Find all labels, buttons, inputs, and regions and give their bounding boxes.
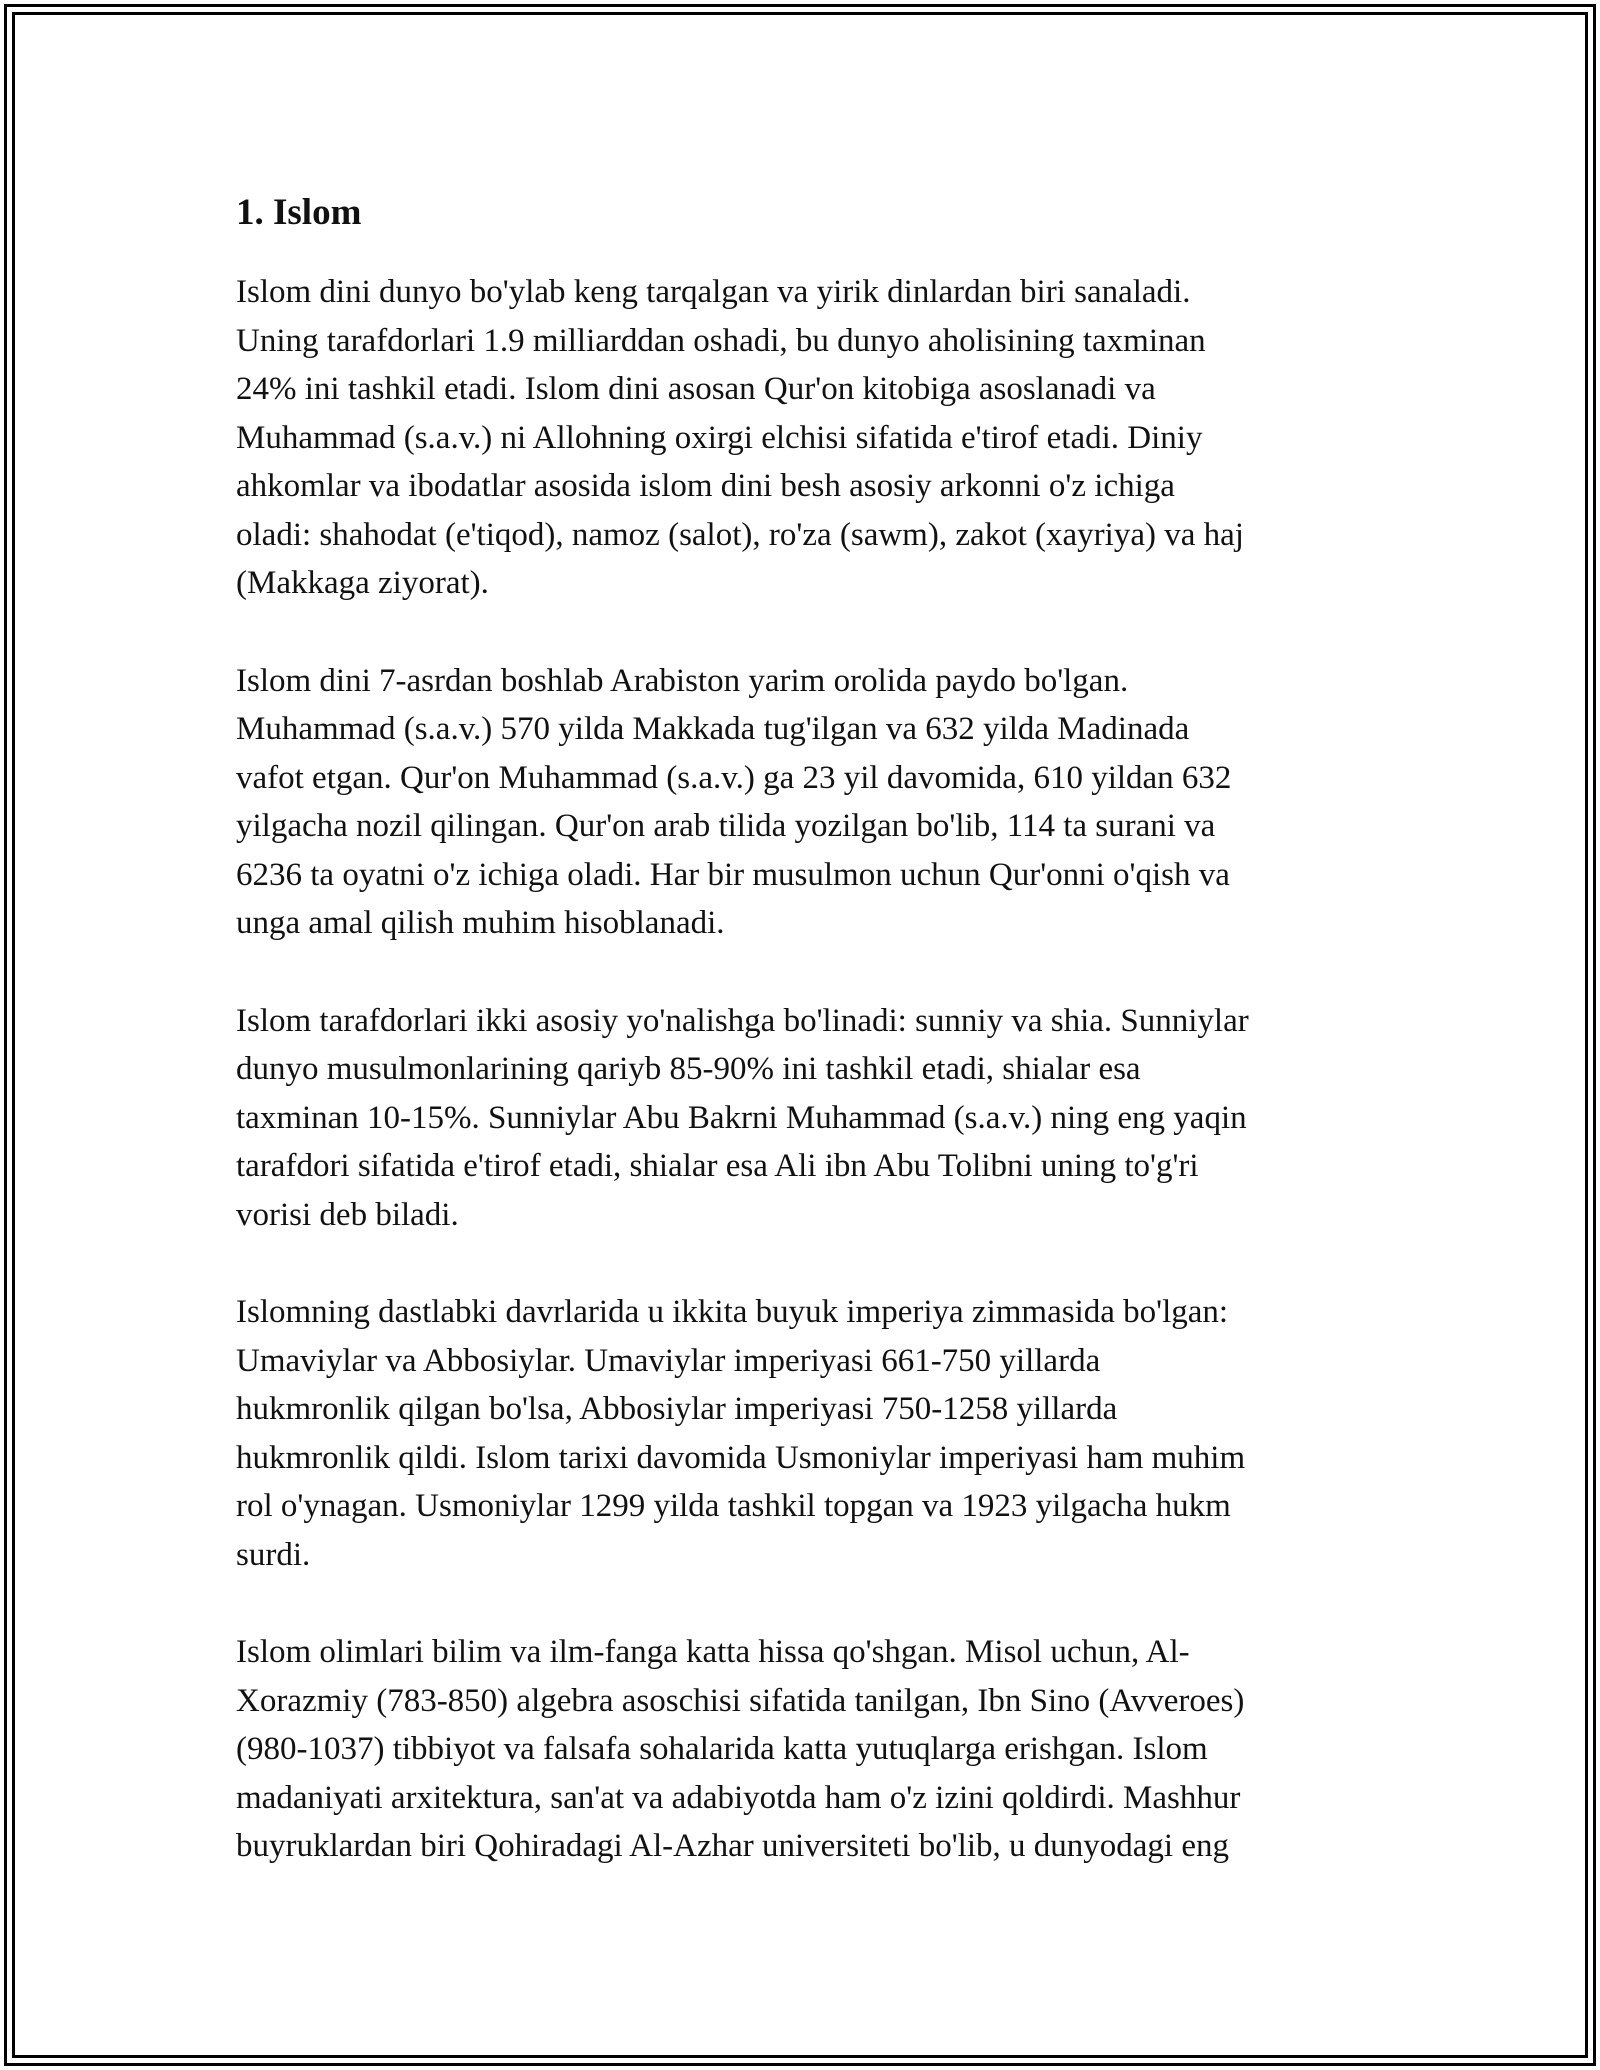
text-line: Islom dini 7-asrdan boshlab Arabiston yarim orolida paydo bo'lgan. (236, 662, 1129, 699)
text-line: Muhammad (s.a.v.) 570 yilda Makkada tug'ilgan va 632 yilda Madinada (236, 711, 1190, 747)
text-line: Islom dini dunyo bo'ylab keng tarqalgan va yirik dinlardan biri sanaladi. (236, 274, 1191, 310)
text-line: (980-1037) tibbiyot va falsafa sohalarida katta yutuqlarga erishgan. Islom (236, 1731, 1208, 1767)
text-line: Islomning dastlabki davrlarida u ikkita buyuk imperiya zimmasida bo'lgan: (236, 1294, 1229, 1330)
section-heading: 1. Islom (236, 192, 362, 233)
document-body (236, 186, 1376, 1920)
text-line: hukmronlik qilgan bo'lsa, Abbosiylar imperiyasi 750-1258 yillarda (236, 1391, 1118, 1427)
text-line: 6236 ta oyatni o'z ichiga oladi. Har bir musulmon uchun Qur'onni o'qish va (236, 856, 1230, 893)
text-line: Islom olimlari bilim va ilm-fanga katta hissa qo'shgan. Misol uchun, Al- (236, 1634, 1190, 1670)
text-line: yilgacha nozil qilingan. Qur'on arab tilida yozilgan bo'lib, 114 ta surani va (236, 808, 1216, 844)
text-line: rol o'ynagan. Usmoniylar 1299 yilda tashkil topgan va 1923 yilgacha hukm (236, 1488, 1231, 1524)
paragraph-1 (236, 268, 1376, 608)
text-line: Islom tarafdorlari ikki asosiy yo'nalishga bo'linadi: sunniy va shia. Sunniylar (236, 1002, 1249, 1039)
text-line: Umaviylar va Abbosiylar. Umaviylar imperiyasi 661-750 yillarda (236, 1342, 1101, 1379)
text-line: 24% ini tashkil etadi. Islom dini asosan Qur'on kitobiga asoslanadi va (236, 371, 1156, 407)
paragraph-3 (236, 997, 1376, 1240)
text-line: taxminan 10-15%. Sunniylar Abu Bakrni Muhammad (s.a.v.) ning eng yaqin (236, 1099, 1247, 1136)
text-line: dunyo musulmonlarining qariyb 85-90% ini tashkil etadi, shialar esa (236, 1051, 1141, 1087)
text-line: Xorazmiy (783-850) algebra asoschisi sifatida tanilgan, Ibn Sino (Avveroes) (236, 1682, 1245, 1719)
text-line: (Makkaga ziyorat). (236, 565, 489, 601)
text-line: vafot etgan. Qur'on Muhammad (s.a.v.) ga 23 yil davomida, 610 yildan 632 (236, 759, 1232, 796)
text-line: Muhammad (s.a.v.) ni Allohning oxirgi elchisi sifatida e'tirof etadi. Diniy (236, 419, 1203, 456)
text-line: oladi: shahodat (e'tiqod), namoz (salot), ro'za (sawm), zakot (xayriya) va haj (236, 516, 1244, 553)
text-line: Uning tarafdorlari 1.9 milliarddan oshadi, bu dunyo aholisining taxminan (236, 322, 1206, 359)
text-line: surdi. (236, 1536, 311, 1573)
paragraph-4 (236, 1288, 1376, 1579)
paragraph-2 (236, 657, 1376, 948)
text-line: tarafdori sifatida e'tirof etadi, shialar esa Ali ibn Abu Tolibni uning to'g'ri (236, 1148, 1199, 1184)
text-line: madaniyati arxitektura, san'at va adabiyotda ham o'z izini qoldirdi. Mashhur (236, 1779, 1241, 1816)
text-line: ahkomlar va ibodatlar asosida islom dini besh asosiy arkonni o'z ichiga (236, 468, 1175, 504)
text-line: hukmronlik qildi. Islom tarixi davomida Usmoniylar imperiyasi ham muhim (236, 1439, 1246, 1476)
text-line: unga amal qilish muhim hisoblanadi. (236, 905, 725, 941)
text-line: buyruklardan biri Qohiradagi Al-Azhar universiteti bo'lib, u dunyodagi eng (236, 1828, 1229, 1864)
text-line: vorisi deb biladi. (236, 1196, 459, 1233)
paragraph-5 (236, 1628, 1376, 1871)
